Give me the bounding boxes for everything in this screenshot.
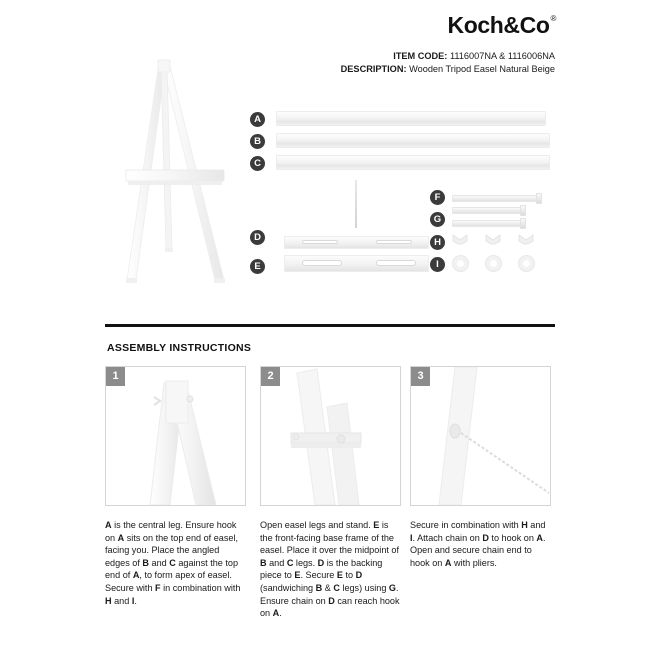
section-divider xyxy=(105,324,555,327)
part-badge-e: E xyxy=(250,259,265,274)
part-badge-g: G xyxy=(430,212,445,227)
part-badge-d: D xyxy=(250,230,265,245)
part-badge-h: H xyxy=(430,235,445,250)
part-image-e xyxy=(284,253,429,272)
part-badge-f: F xyxy=(430,190,445,205)
brand-logo xyxy=(448,14,555,37)
step-description: Secure in combination with H and I. Attach chain on D to hook on A. Open and secure chain end to hook on A with pliers. xyxy=(410,520,546,568)
part-image-i xyxy=(450,254,548,272)
step-description: Open easel legs and stand. E is the front-facing base frame of the easel. Place it over the midpoint of B and C legs. D is the backing piece to E. Secure E to D (sandwiching B & C legs) using G. Ensure chain on D can reach hook on A. xyxy=(260,520,400,619)
step-image-frame xyxy=(260,366,401,506)
part-image-c xyxy=(276,155,550,170)
part-image-g xyxy=(452,205,546,231)
assembly-step xyxy=(410,366,551,569)
assembly-step xyxy=(260,366,401,620)
item-code-label: ITEM CODE: xyxy=(393,51,448,61)
parts-diagram xyxy=(250,102,550,287)
brand-logo-text: Koch&Co xyxy=(447,12,550,38)
part-image-f xyxy=(452,190,546,204)
part-badge-b: B xyxy=(250,134,265,149)
page-title: ASSEMBLY INSTRUCTIONS xyxy=(107,342,252,354)
assembled-easel-image xyxy=(104,52,249,302)
part-image-d xyxy=(284,227,429,247)
part-image-h xyxy=(450,232,548,250)
step-number-badge: 3 xyxy=(411,367,430,386)
easel-illustration xyxy=(104,52,249,302)
step-number-badge: 2 xyxy=(261,367,280,386)
part-badge-c: C xyxy=(250,156,265,171)
item-code-value: 1116007NA & 1116006NA xyxy=(449,51,555,61)
part-image-b xyxy=(276,133,550,148)
registered-trademark-icon: ® xyxy=(550,14,556,24)
step-1-illustration xyxy=(106,367,245,505)
wing-nut-icons xyxy=(450,232,548,250)
step-number-badge: 1 xyxy=(106,367,125,386)
description-label: DESCRIPTION: xyxy=(340,64,407,74)
step-2-illustration xyxy=(261,367,400,505)
part-image-a xyxy=(276,111,546,126)
step-image-frame xyxy=(105,366,246,506)
step-3-illustration xyxy=(411,367,550,505)
step-description: A is the central leg. Ensure hook on A sits on the top end of easel, facing you. Place the angled edges of B and C against the top end of A, to form apex of easel. Secure with F in combination with H and I. xyxy=(105,520,241,606)
part-badge-i: I xyxy=(430,257,445,272)
part-d-chain xyxy=(355,180,357,228)
assembly-step xyxy=(105,366,246,607)
step-image-frame xyxy=(410,366,551,506)
part-badge-a: A xyxy=(250,112,265,127)
description-value: Wooden Tripod Easel Natural Beige xyxy=(409,64,555,74)
